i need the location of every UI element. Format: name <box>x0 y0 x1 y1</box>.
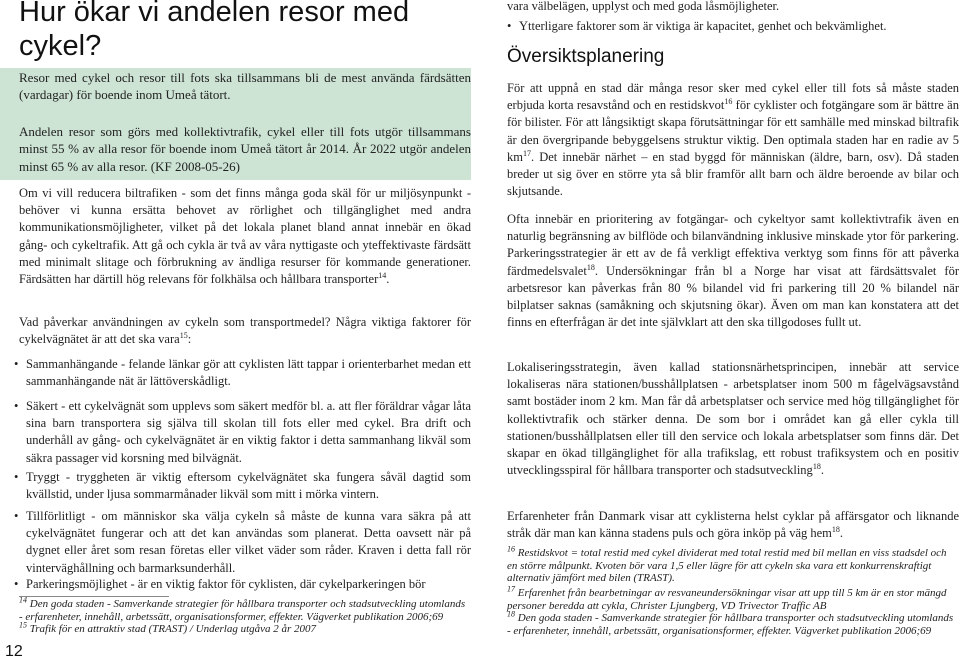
para-text: För att uppnå en stad där många resor sker med cykel eller till fots så måste staden erbjuda korta resavstånd och en restidskvot <box>507 81 959 113</box>
bullet-item: • Parkeringsmöjlighet - är en viktig faktor för cyklisten, där cykelparkeringen bör <box>14 577 426 591</box>
footnote-17 <box>507 584 959 612</box>
bullet-text: Säkert - ett cykelvägnät som upplevs som säkert medför bl. a. att fler föräldrar vågar låta sina barn transportera sig själva till skolan till fots eller med cykel. Bra drift och underhåll av gång- och cykelvägnätet är en viktig faktor i detta sammanhang likväl som säkra passager vid korsning med bilvägnät. <box>26 399 471 465</box>
page-number: 12 <box>5 643 23 660</box>
bullet-item: • Tillförlitligt - om människor ska välja cykeln så måste de kunna vara säkra på att cykelvägnätet fungerar och att det kan användas som planerat. Detta oavsett när på dygnet eller året som resan företas eller vilket väder som råder. Kraven i detta fall rör vinterväghållning och barmarksunderhåll. <box>14 509 471 575</box>
footnote-ref-18: 18 <box>812 462 821 472</box>
footnote-ref-14: 14 <box>378 270 387 280</box>
footnote-rule <box>19 596 169 597</box>
goal-text-2-body: Andelen resor som görs med kollektivtrafik, cykel eller till fots utgör tillsammans minst 55 % av alla resor för boende inom Umeå tätort år 2014. År 2022 utgör andelen minst 65 % av alla resor. <box>19 124 471 174</box>
goal-text-2 <box>19 123 471 175</box>
footnote-14 <box>19 595 471 623</box>
intro-end: . <box>386 272 390 287</box>
bullet-text: Tryggt - tryggheten är viktig eftersom cykelvägnätet ska fungera såväl dagtid som kvällstid, under ljusa sommarmånader likväl som mitt i mörka vintern. <box>26 470 471 502</box>
para-text: . <box>839 526 844 541</box>
footnote-16 <box>507 544 959 585</box>
footnote-ref-15: 15 <box>179 331 188 341</box>
footnote-number: 14 <box>19 595 27 605</box>
planning-paragraph-3 <box>507 359 959 479</box>
planning-paragraph-2 <box>507 211 959 331</box>
page-title: Hur ökar vi andelen resor med cykel? <box>19 0 410 62</box>
footnote-number: 15 <box>19 620 27 630</box>
footnote-ref-18: 18 <box>831 525 840 535</box>
bullet-item: • Ytterligare faktorer som är viktiga är kapacitet, genhet och bekvämlighet. <box>507 19 887 33</box>
para-text: . <box>820 463 824 478</box>
para-text: . Det innebär närhet – en stad byggd för människan (äldre, barn, osv). Då staden breder ut sig över en större yta så blir framför allt barn och äldre beroende av bilar och skjutsande. <box>507 149 959 199</box>
footnote-number: 18 <box>507 609 515 619</box>
footnote-text: Trafik för en attraktiv stad (TRAST) / Underlag utgåva 2 år 2007 <box>29 623 317 635</box>
bullet-text: Tillförlitligt - om människor ska välja cykeln så måste de kunna vara säkra på att cykelvägnätet fungerar och att det kan användas som planerat. Detta oavsett när på dygnet eller året som resan företas eller vilket väder som råder. Kraven i detta fall rör vinterväghållning och barmarksunderhåll. <box>26 509 471 575</box>
question-paragraph <box>19 314 471 348</box>
bullet-continuation: vara välbelägen, upplyst och med goda låsmöjligheter. <box>507 0 780 13</box>
question-text: Vad påverkar användningen av cykeln som transportmedel? Några viktiga faktorer för cykelvägnätet är att det ska vara <box>19 315 471 347</box>
footnote-text: Den goda staden - Samverkande strategier för hållbara transporter och stadsutveckling utomlands - erfarenheter, innehåll, arbetssätt, organisationsformer, effekter. Vägverket publikation 2006;69 <box>507 612 954 637</box>
footnote-number: 17 <box>507 584 515 594</box>
intro-paragraph <box>19 185 471 288</box>
footnote-ref-18: 18 <box>586 262 595 272</box>
bullet-item: • Sammanhängande - felande länkar gör att cyklisten lätt tappar i orienterbarhet medan ett sammanhängande nät är lättöverskådligt. <box>14 357 471 389</box>
bullet-text: Ytterligare faktorer som är viktiga är kapacitet, genhet och bekvämlighet. <box>519 19 887 33</box>
para-text: Lokaliseringsstrategin, även kallad stationsnärhetsprincipen, innebär att service lokaliseras nära stationen/busshållplatsen - arbetsplatser inom 500 m fågelvägsavstånd samt bostäder inom 2 km. Man får då arbetsplatser och service med hög tillgänglighet för kollektivtrafik och stärker denna. De som bor i området kan gå eller cykla till stationen/busshållplatsen eller till den service och lokala arbetsplatser som finns där. Det skapar en ökad tillgänglighet för alla trafikslag, ett robust trafiksystem och en positiv utvecklingsspiral för hållbara transporter och stadsutveckling <box>507 360 959 478</box>
bullet-item: • Säkert - ett cykelvägnät som upplevs som säkert medför bl. a. att fler föräldrar vågar låta sina barn transportera sig själva till skolan till fots eller med cykel. Bra drift och underhåll av gång- och cykelvägnätet är en viktig faktor i detta sammanhang likväl som säkra passager vid korsning med bilvägnät. <box>14 399 471 465</box>
planning-paragraph-1 <box>507 80 959 200</box>
bullet-item: • Tryggt - tryggheten är viktig eftersom cykelvägnätet ska fungera såväl dagtid som kvällstid, under ljusa sommarmånader likväl som mitt i mörka vintern. <box>14 470 471 502</box>
footnote-text: Den goda staden - Samverkande strategier för hållbara transporter och stadsutveckling utomlands - erfarenheter, innehåll, arbetssätt, organisationsformer, effekter. Vägverket publikation 2006;69 <box>19 598 466 623</box>
footnote-text: Restidskvot = total restid med cykel dividerat med total restid med bil mellan en viss stadsdel och en större målpunkt. Kvoten bör vara 1,5 eller lägre för att cykeln ska vara ett konkurrenskraftigt alternativ jämfört med bilen (TRAST). <box>507 547 947 584</box>
footnote-ref-17: 17 <box>522 148 531 158</box>
section-heading: Översiktsplanering <box>507 46 665 67</box>
footnote-text: Erfarenhet från bearbetningar av resvaneundersökningar visar att upp till 5 km är en stor mängd personer beredda att cykla, Christer Ljungberg, VD Trivector Traffic AB <box>507 587 947 612</box>
goal-reference: (KF 2008-05-26) <box>147 158 240 174</box>
bullet-text: Parkeringsmöjlighet - är en viktig faktor för cyklisten, där cykelparkeringen bör <box>26 577 426 591</box>
footnote-18 <box>507 609 959 637</box>
planning-paragraph-4 <box>507 508 959 542</box>
goal-text-1: Resor med cykel och resor till fots ska tillsammans bli de mest använda färdsätten (vardagar) för boende inom Umeå tätort. <box>19 70 471 103</box>
question-end: : <box>187 332 192 347</box>
footnote-number: 16 <box>507 544 515 554</box>
footnote-ref-16: 16 <box>724 97 733 107</box>
para-text: . Undersökningar från bl a Norge har visat att färdsättsvalet för arbetsresor kan påverkas från 80 % bilandel vid fri parkering till 20 % bilandel när bilplatser saknas (samåkning och skjutsning ökar). Även om man kan konstatera att det finns en efterfrågan är det inte självklart att den ska tillgodoses fullt ut. <box>507 263 959 330</box>
para-text: Erfarenheter från Danmark visar att cyklisterna helst cyklar på affärsgator och liknande stråk där man kan känna stadens puls och göra inköp på väg hem <box>507 509 959 541</box>
footnote-15 <box>19 620 471 636</box>
para-text: Ofta innebär en prioritering av fotgängar- och cykeltyor samt kollektivtrafik även en naturlig begränsning av bilflöde och bilanvändning inklusive minskade ytor för parkering. Parkeringsstrategier är ett av de få verkligt effektiva verktyg som finns för att påverka färdmedelsvalet <box>507 212 959 278</box>
bullet-text: Sammanhängande - felande länkar gör att cyklisten lätt tappar i orienterbarhet medan ett sammanhängande nät är lättöverskådligt. <box>26 357 471 389</box>
para-text: för cyklister och fotgängare som är bättre än för bilister. För att långsiktigt skapa förutsättningar för ett samhälle med minskad biltrafik är den övergripande bebyggelsens struktur viktig. Den optimala staden har en radie av 5 km <box>507 98 959 164</box>
intro-text: Om vi vill reducera biltrafiken - som det finns många goda skäl för ur miljösynpunkt - behöver vi kunna ersätta behovet av rörlighet och tillgänglighet med andra kommunikationsmöjligheter, vilket på det lokala planet bland annat innebär en ökad gång- och cykeltrafik. Att gå och cykla är två av våra nyttigaste och yteffektivaste färdsätt med minimalt slitage och förbrukning av ändliga resurser för kommande generationer. Färdsätten har därtill hög relevans för folkhälsa och hållbara transporter <box>19 186 471 287</box>
